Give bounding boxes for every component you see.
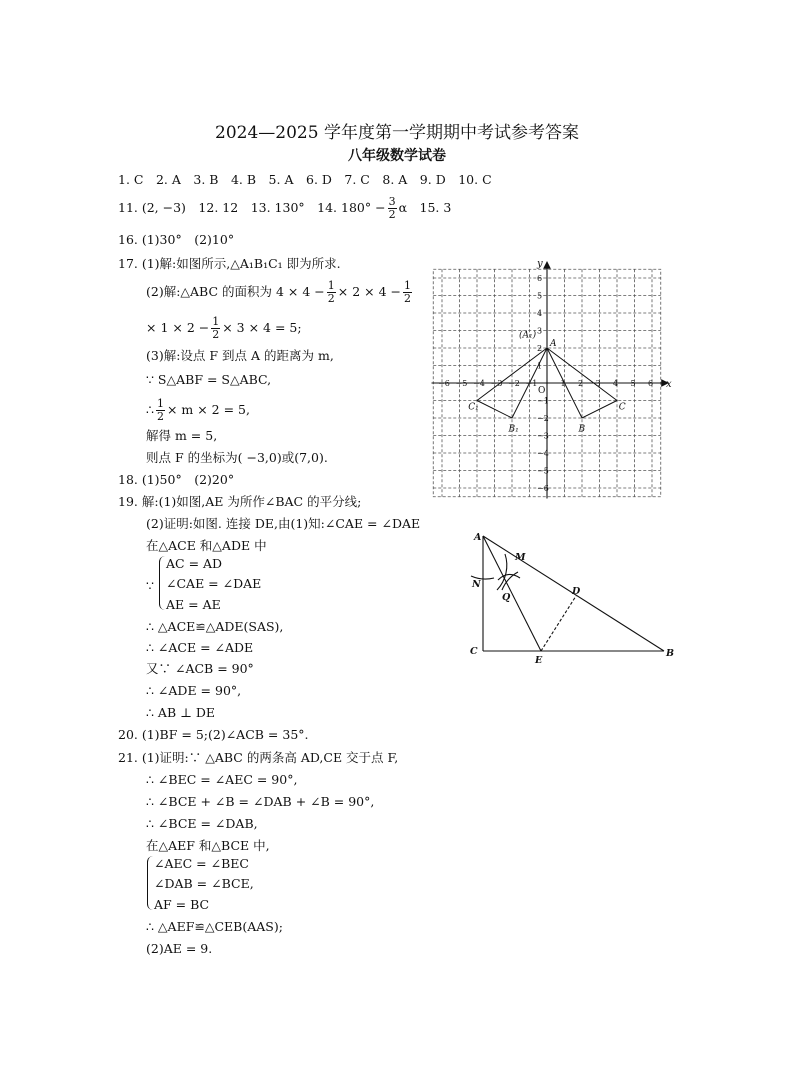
y-tick-label: −6 — [537, 484, 549, 493]
y-tick-label: −5 — [537, 466, 549, 476]
x-tick-label: −1 — [525, 379, 538, 388]
q21-line-2: ∴ ∠BEC = ∠AEC = 90°, — [146, 772, 298, 787]
label-a: A — [550, 339, 557, 349]
origin-label: O — [538, 386, 546, 396]
label-a1: (A₁) — [519, 330, 537, 341]
brace — [147, 856, 154, 910]
q21-brace-1: ∠AEC = ∠BEC — [154, 856, 249, 871]
q21-brace-3: AF = BC — [154, 897, 210, 912]
x-tick-label: 6 — [648, 379, 654, 388]
q19-line-7: ∴ ∠ADE = 90°, — [146, 683, 242, 698]
q17-area-part-1: (2)解:△ABC 的面积为 4 × 4 − — [146, 284, 325, 299]
label-e: E — [535, 655, 543, 666]
fraction-denominator: 2 — [388, 208, 396, 221]
q19-line-3: 在△ACE 和△ADE 中 — [146, 538, 267, 553]
label-a: A — [474, 532, 482, 543]
q16-answer: 16. (1)30° (2)10° — [118, 232, 235, 247]
q21-line-5: 在△AEF 和△BCE 中, — [146, 838, 270, 853]
fraction-3-2 — [388, 196, 397, 221]
q19-line-1: 19. 解:(1)如图,AE 为所作∠BAC 的平分线; — [118, 494, 362, 509]
x-tick-label: −3 — [490, 379, 503, 388]
triangle-figure — [462, 528, 684, 666]
q17-line-7: 解得 m = 5, — [146, 428, 218, 443]
label-b: B — [666, 648, 675, 659]
q19-brace-2: ∠CAE = ∠DAE — [166, 576, 262, 591]
brace — [159, 556, 166, 610]
y-tick-label: 1 — [537, 361, 543, 371]
y-tick-label: 4 — [537, 309, 543, 318]
q19-line-8: ∴ AB ⊥ DE — [146, 705, 215, 720]
q17-line-1: 17. (1)解:如图所示,△A₁B₁C₁ 即为所求. — [118, 256, 341, 271]
q19-brace-3: AE = AE — [166, 597, 221, 612]
q17-area-part-2: × 2 × 4 − — [337, 284, 401, 299]
label-d: D — [572, 586, 581, 597]
q21-brace-2: ∠DAB = ∠BCE, — [154, 876, 254, 891]
fill-11-14: 11. (2, −3) 12. 12 13. 130° 14. 180° − — [118, 200, 386, 215]
fraction-numerator: 1 — [156, 397, 164, 410]
q18-answer: 18. (1)50° (2)20° — [118, 472, 235, 487]
segment-de — [541, 596, 576, 651]
y-tick-label: 6 — [537, 274, 543, 283]
q21-line-4: ∴ ∠BCE = ∠DAB, — [146, 816, 258, 831]
q17-line-8: 则点 F 的坐标为( −3,0)或(7,0). — [146, 450, 328, 465]
page-title: 2024—2025 学年度第一学期期中考试参考答案 — [215, 123, 579, 143]
fraction-denominator: 2 — [327, 292, 335, 305]
fraction-numerator: 1 — [327, 279, 335, 292]
q17-line-2 — [146, 280, 414, 305]
y-tick-label: −4 — [537, 449, 549, 458]
page-subtitle: 八年级数学试卷 — [348, 148, 446, 164]
fraction-numerator: 1 — [212, 315, 220, 328]
q19-line-4: ∴ △ACE≌△ADE(SAS), — [146, 619, 284, 634]
x-tick-label: 1 — [560, 379, 566, 388]
q17-line-5: ∵ S△ABF = S△ABC, — [146, 372, 272, 387]
x-tick-label: 5 — [630, 379, 636, 388]
label-n: N — [472, 579, 481, 590]
fraction-numerator: 1 — [404, 279, 411, 292]
label-b1: B₁ — [508, 424, 519, 435]
fraction-denominator: 2 — [212, 328, 220, 341]
q21-line-7: (2)AE = 9. — [146, 941, 213, 956]
q19-line-5: ∴ ∠ACE = ∠ADE — [146, 640, 254, 655]
x-tick-label: −6 — [438, 379, 450, 388]
q19-line-6: 又∵ ∠ACB = 90° — [146, 661, 254, 676]
q21-line-6: ∴ △AEF≌△CEB(AAS); — [146, 919, 283, 934]
q21-line-3: ∴ ∠BCE + ∠B = ∠DAB + ∠B = 90°, — [146, 794, 375, 809]
label-c: C — [470, 646, 478, 657]
q19-line-2: (2)证明:如图. 连接 DE,由(1)知:∠CAE = ∠DAE — [146, 516, 421, 531]
q19-brace-1: AC = AD — [166, 556, 223, 571]
label-b: B — [578, 424, 586, 435]
x-axis-label: x — [666, 379, 672, 390]
x-tick-label: −4 — [473, 379, 485, 388]
label-c: C — [618, 402, 626, 413]
label-c1: C₁ — [468, 402, 479, 413]
x-tick-labels — [438, 379, 672, 390]
q17-line-4: (3)解:设点 F 到点 A 的距离为 m, — [146, 348, 334, 363]
y-tick-label: 2 — [537, 344, 543, 353]
mc-answers: 1. C 2. A 3. B 4. B 5. A 6. D 7. C 8. A 9. D 10. C — [118, 172, 492, 187]
y-tick-label: −1 — [537, 396, 549, 406]
x-tick-label: −5 — [455, 379, 468, 388]
fill-14-15-tail: α 15. 3 — [398, 200, 452, 215]
x-tick-label: 2 — [578, 379, 584, 388]
q21-line-1: 21. (1)证明:∵ △ABC 的两条高 AD,CE 交于点 F, — [118, 750, 399, 765]
x-tick-label: 4 — [613, 379, 619, 388]
y-axis-label: y — [537, 258, 543, 270]
coordinate-grid-figure — [422, 255, 674, 495]
label-m: M — [515, 552, 526, 563]
fraction-denominator: 2 — [404, 292, 411, 305]
fraction-denominator: 2 — [156, 410, 164, 423]
y-tick-label: 3 — [537, 326, 543, 336]
x-tick-label: 3 — [595, 379, 601, 388]
fraction-numerator: 3 — [388, 195, 396, 208]
therefore-sign: ∴ — [146, 402, 154, 417]
because-sign: ∵ — [146, 578, 154, 593]
fraction-half — [211, 316, 220, 341]
q17-equation: × m × 2 = 5, — [166, 402, 250, 417]
q17-area-part-4: × 3 × 4 = 5; — [222, 320, 302, 335]
x-tick-label: −2 — [508, 379, 520, 388]
y-tick-label: 5 — [537, 291, 543, 301]
q20-answer: 20. (1)BF = 5;(2)∠ACB = 35°. — [118, 727, 309, 742]
q17-line-6 — [146, 398, 250, 423]
fill-answers — [118, 196, 451, 221]
y-tick-label: −3 — [537, 431, 549, 441]
fraction-half — [156, 398, 165, 423]
label-q: Q — [502, 592, 511, 603]
segment-ae — [483, 536, 541, 651]
fraction-half — [403, 280, 412, 305]
y-axis-arrow — [544, 262, 550, 268]
q17-line-3 — [146, 316, 302, 341]
q17-area-part-3: × 1 × 2 − — [146, 320, 210, 335]
y-tick-label: −2 — [537, 414, 549, 423]
fraction-half — [327, 280, 336, 305]
